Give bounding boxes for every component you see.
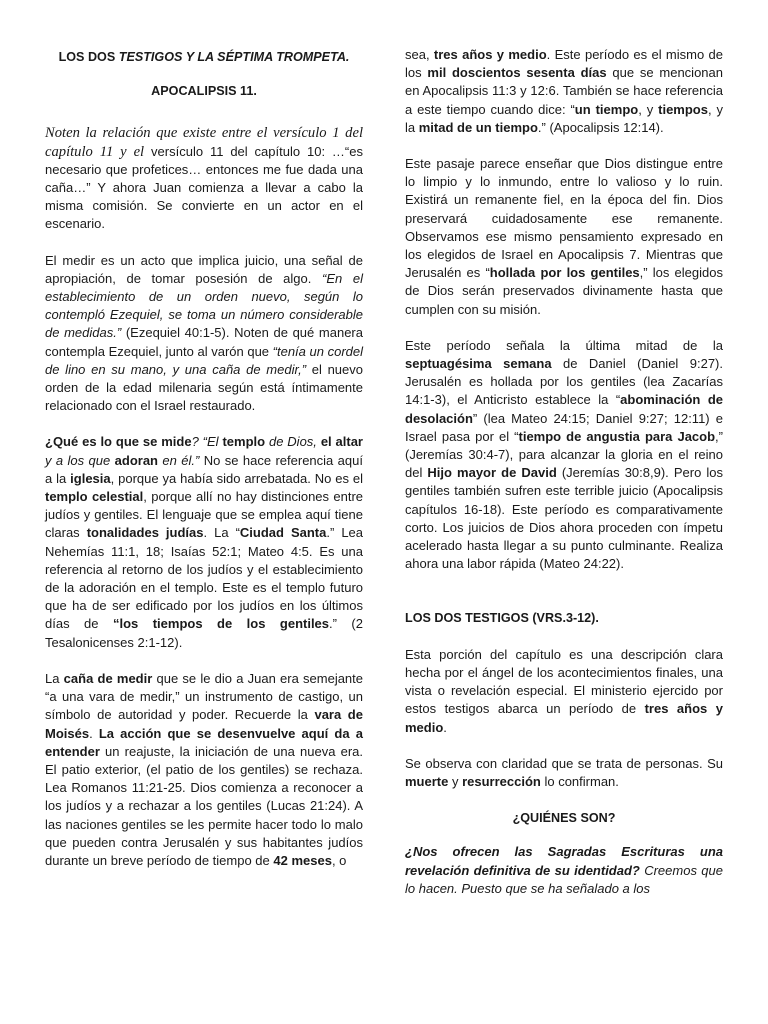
section-heading-testigos: LOS DOS TESTIGOS (VRS.3-12). [405,611,599,626]
paragraph-identidad: ¿Nos ofrecen las Sagradas Escrituras una revelación definitiva de su identidad? Creemos que lo hacen. Puesto que se ha señalado a los [405,844,723,896]
paragraph-tres-anos: sea, tres años y medio. Este período es el mismo de los mil doscientos sesenta días que se mencionan en Apocalipsis 11:3 y 12:6. También se hace referencia a este tiempo cuando dice: “un tiempo, y tiempos, y la mitad de un tiempo.” (Apocalipsis 12:14). [405,47,724,135]
section-heading-quienes: ¿QUIÉNES SON? [512,811,616,826]
paragraph-personas: Se observa con claridad que se trata de personas. Su muerte y resurrección lo confirman. [405,755,723,789]
paragraph-que-se-mide: ¿Qué es lo que se mide? “El templo de Dios, el altar y a los que adoran en él.” No se hace referencia aquí a la iglesia, porque ya había sido arrebatada. No es el templo celestial, porque allí no hay distinciones entre judíos y gentiles. El lenguaje que se emplea aquí tiene claras tonalidades judías. La “Ciudad Santa.” Lea Nehemías 11:1, 18; Isaías 52:1; Mateo 4:5. Es una referencia al retorno de los judíos y el establecimiento de la adoración en el templo. Este es el templo futuro que ha de ser edificado por los judíos en los últimos días de “los tiempos de los gentiles.” (2 Tesalonicenses 2:1-12). [45,434,364,650]
paragraph-porcion: Esta porción del capítulo es una descripción clara hecha por el ángel de los acontecimientos finales, una vista o revelación especial. El ministerio ejercido por estos testigos abarca un período de tres años y medio. [405,646,723,735]
paragraph-septuagesima: Este período señala la última mitad de la septuagésima semana de Daniel (Daniel 9:27). Jerusalén es hollada por los gentiles (lea Zacarías 14:1-3), el Anticristo establece la “abominación de desolación” (lea Mateo 24:15; Daniel 9:27; 12:11) e Israel pasa por el “tiempo de angustia para Jacob,” (Jeremías 30:4-7), para alcanzar la gloria en el reino del Hijo mayor de David (Jeremías 30:8,9). Pero los gentiles también sufren este terrible juicio (Apocalipsis capítulos 16-18). Este período es comparativamente corto. Los juicios de Dios ahora proceden con ímpetu acelerado hasta llegar a su punto culminante. Realiza ahora una labor rápida (Mateo 24:22). [405,337,724,572]
paragraph-remanente: Este pasaje parece enseñar que Dios distingue entre lo limpio y lo inmundo, entre lo valioso y lo ruin. Existirá un remanente fiel, en la época del fin. Dios preservará cuidadosamente ese remanente. Observamos ese mismo pensamiento expresado en los elegidos de Israel en Apocalipsis 7. Mientras que Jerusalén es “hollada por los gentiles,” los elegidos de Dios serán preservados divinamente hasta que cumplen con su misión. [405,156,723,317]
document-title: LOS DOS TESTIGOS Y LA SÉPTIMA TROMPETA. [58,50,350,64]
right-column [405,46,723,916]
left-column [45,44,363,888]
document-subtitle: APOCALIPSIS 11. [151,84,257,99]
paragraph-intro: Noten la relación que existe entre el versículo 1 del capítulo 11 y el versículo 11 del capítulo 10: …“es necesario que profetices… entonces me fue dada una caña…” Y ahora Juan comienza a llevar a cabo la misma comisión. Se convierte en un actor en el escenario. [45,125,363,232]
paragraph-medir: El medir es un acto que implica juicio, una señal de apropiación, de tomar posesión de algo. “En el establecimiento de un orden nuevo, según lo contempló Ezequiel, se toma un número considerable de medidas.” (Ezequiel 40:1-5). Noten de qué manera contempla Ezequiel, junto al varón que “tenía un cordel de lino en su mano, y una caña de medir,” el nuevo orden de la edad milenaria según está íntimamente relacionado con el Israel restaurado. [45,252,364,414]
paragraph-cana-de-medir: La caña de medir que se le dio a Juan era semejante “a una vara de medir,” un instrumento de castigo, un símbolo de autoridad y poder. Recuerde la vara de Moisés. La acción que se desenvuelve aquí da a entender un reajuste, la iniciación de una nueva era. El patio exterior, (el patio de los gentiles) se rechaza. Lea Romanos 11:21-25. Dios comienza a reconocer a los judíos y a rechazar a los gentiles (Lucas 21:24). A las naciones gentiles se les permite hacer todo lo malo que pueden contra Jerusalén y sus habitantes judíos durante un breve período de tiempo de 42 meses, o [45,670,364,868]
